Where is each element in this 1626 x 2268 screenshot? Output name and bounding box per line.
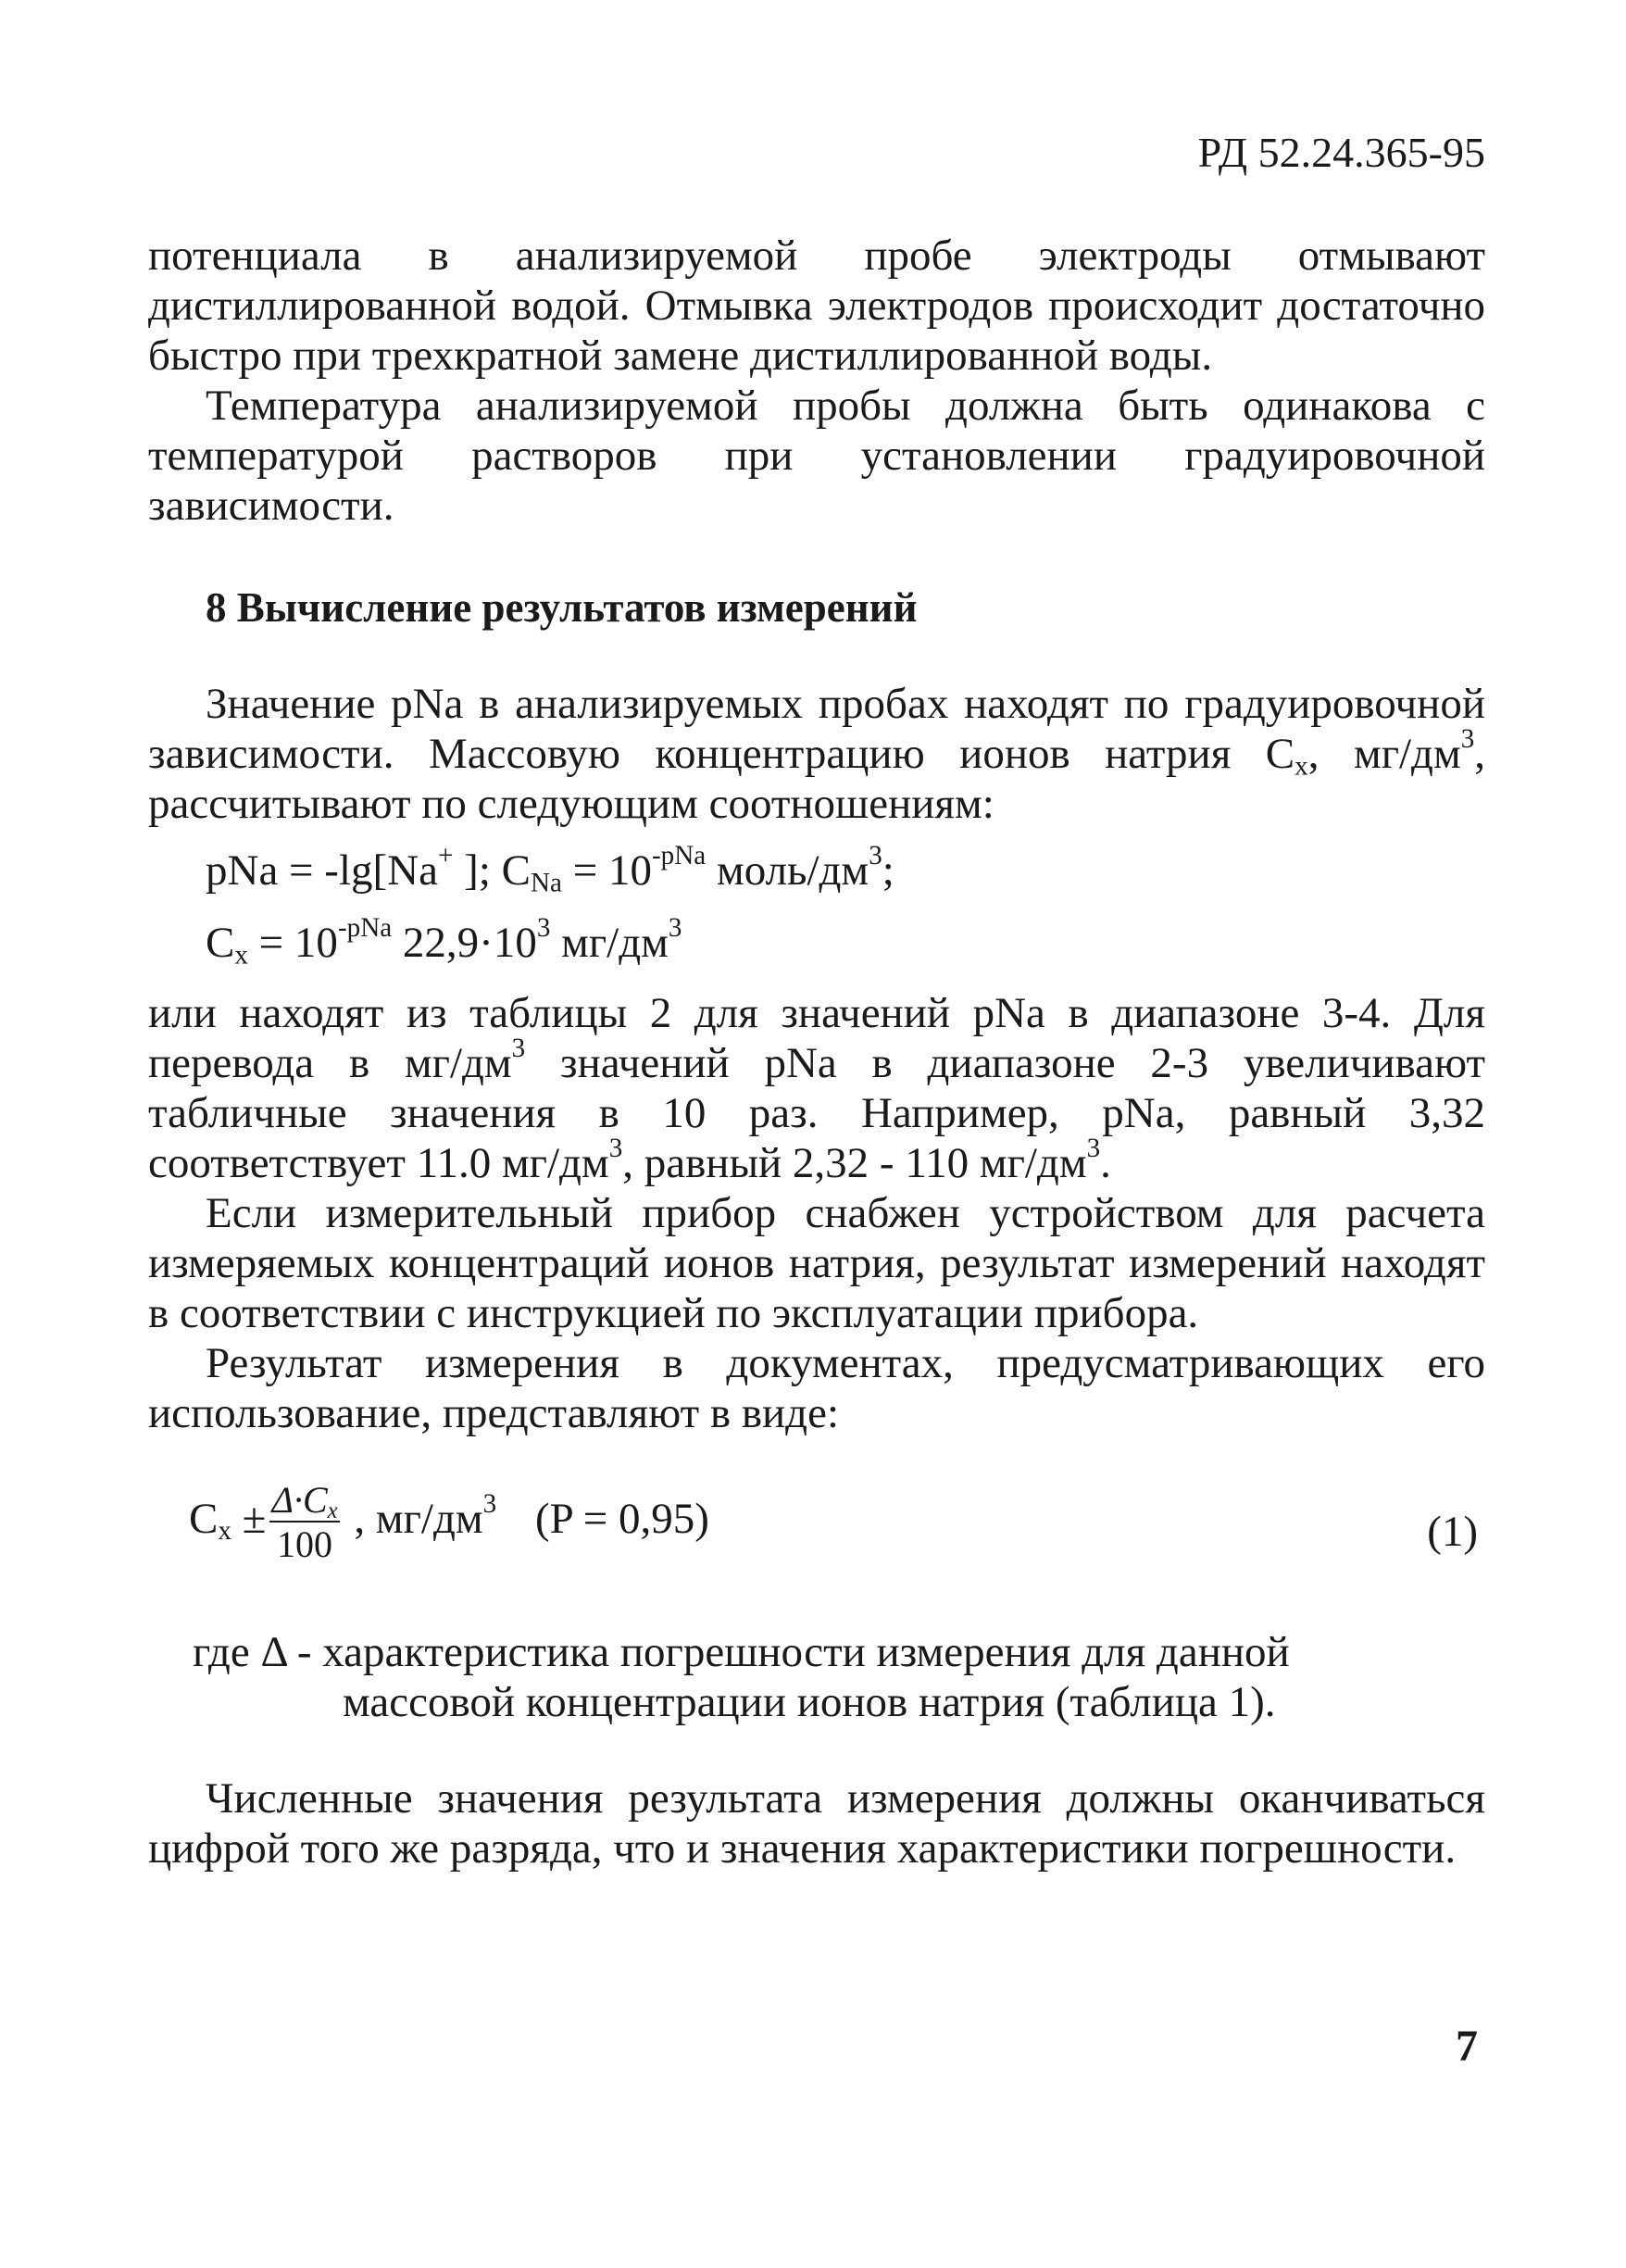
document-code: РД 52.24.365-95 — [1197, 129, 1485, 176]
para4-line-4: соответствует 11.0 $мг/дм^3$, равный 2,32 - 110 $мг/дм^3$. — [148, 1134, 1111, 1187]
para1-line-3: быстро при трехкратной замене дистиллированной воды. — [148, 332, 1213, 380]
para5-line-1: Если измерительный прибор снабжен устройством для расчета — [206, 1189, 1485, 1237]
formula-cx: $C_x = 10^{-pNa}$ $22,9\cdot 10^3$ $мг/дм^3$ — [206, 913, 682, 971]
para2-line-3: зависимости. — [148, 482, 394, 530]
para4-line-1: или находят из таблицы 2 для значений pNa в диапазоне 3-4. Для — [148, 989, 1485, 1037]
para7-line-2: цифрой того же разряда, что и значения характеристики погрешности. — [148, 1824, 1457, 1873]
para2-line-1: Температура анализируемой пробы должна быть одинакова с — [206, 382, 1485, 430]
para7-line-1: Численные значения результата измерения должны оканчиваться — [206, 1774, 1485, 1823]
para1-line-2: дистиллированной водой. Отмывка электродов происходит достаточно — [148, 282, 1485, 330]
para2-line-2: температурой растворов при установлении градуировочной — [148, 432, 1485, 480]
para6-line-1: Результат измерения в документах, предусматривающих его — [206, 1339, 1485, 1387]
formula-pna: pNa = -lg[Na+ ]; $C_{Na} = 10^{-pNa}$ моль/$дм^3$; — [206, 841, 894, 898]
para3-line-2: зависимости. Массовую концентрацию ионов натрия $C_x$, $мг/дм^3$, — [148, 724, 1485, 782]
para5-line-3: в соответствии с инструкцией по эксплуатации прибора. — [148, 1289, 1199, 1337]
para3-line-3: рассчитывают по следующим соотношениям: — [148, 780, 994, 828]
where-line-2: массовой концентрации ионов натрия (таблица 1). — [343, 1678, 1276, 1726]
formula-result: $C_x$ ± $\frac{\Delta\cdot C_x}{100}$ , $мг/дм^3$ (P = 0,95) — [189, 1479, 709, 1565]
formula-number: (1) — [1427, 1508, 1478, 1556]
para1-line-1: потенциала в анализируемой пробе электроды отмывают — [148, 232, 1485, 280]
where-line-1: где Δ - характеристика погрешности измерения для данной — [193, 1628, 1290, 1676]
para3-line-1: Значение pNa в анализируемых пробах находят по градуировочной — [206, 680, 1485, 728]
para6-line-2: использование, представляют в виде: — [148, 1389, 840, 1437]
probability: (P = 0,95) — [534, 1494, 709, 1543]
page-number: 7 — [1456, 2022, 1478, 2071]
section-heading: 8 Вычисление результатов измерений — [206, 584, 918, 631]
para5-line-2: измеряемых концентраций ионов натрия, результат измерений находят — [148, 1239, 1485, 1287]
para4-line-2: перевода в $мг/дм^3$ значений pNa в диапазоне 2-3 увеличивают — [148, 1034, 1486, 1087]
fraction: $\frac{\Delta\cdot C_x}{100}$ — [271, 1479, 338, 1565]
para4-line-3: табличные значения в 10 раз. Например, pNa, равный 3,32 — [148, 1089, 1485, 1137]
